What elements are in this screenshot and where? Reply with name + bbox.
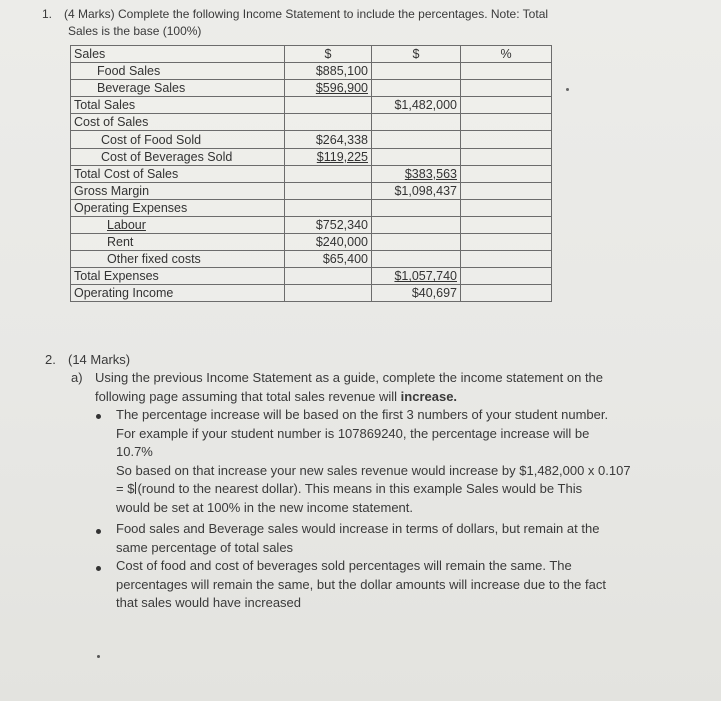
row-percent[interactable] [461, 234, 552, 251]
row-value-a: $885,100 [285, 63, 372, 80]
table-row [71, 97, 552, 114]
question-1-subheading: Sales is the base (100%) [68, 24, 202, 38]
row-value-b [372, 251, 461, 268]
table-row [71, 80, 552, 97]
row-value-a: $752,340 [285, 216, 372, 233]
row-value-b [372, 131, 461, 148]
bullet-1-line: For example if your student number is 107869240, the percentage increase will be [116, 425, 590, 441]
row-label: Food Sales [71, 63, 285, 80]
row-value-a [285, 199, 372, 216]
row-label: Other fixed costs [71, 251, 285, 268]
bullet-1-line: The percentage increase will be based on the first 3 numbers of your student number. [116, 407, 609, 422]
row-percent[interactable] [461, 131, 552, 148]
bullet-icon [96, 529, 101, 534]
row-value-a [285, 182, 372, 199]
table-row [71, 268, 552, 285]
header-col-dollars-a: $ [285, 46, 372, 63]
bullet-icon [96, 414, 101, 419]
bullet-2-text [116, 520, 656, 557]
row-value-a: $596,900 [285, 80, 372, 97]
row-value-a: $264,338 [285, 131, 372, 148]
bullet-1-line: So based on that increase your new sales revenue would increase by $1,482,000 x 0.107 [116, 462, 631, 478]
row-percent[interactable] [461, 199, 552, 216]
part-a-line-2-bold: increase. [400, 388, 458, 404]
row-percent[interactable] [461, 251, 552, 268]
bullet-3-text [116, 557, 656, 613]
row-label: Operating Expenses [71, 199, 285, 216]
bullet-3-line: that sales would have increased [116, 595, 302, 610]
row-percent[interactable] [461, 165, 552, 182]
table-row [71, 131, 552, 148]
row-label: Gross Margin [71, 182, 285, 199]
row-value-a: $65,400 [285, 251, 372, 268]
bullet-2-line: same percentage of total sales [116, 539, 294, 555]
row-percent[interactable] [461, 216, 552, 233]
table-row [71, 165, 552, 182]
row-label: Labour [71, 216, 285, 233]
row-label: Operating Income [71, 285, 285, 302]
bullet-1-line: would be set at 100% in the new income statement. [116, 499, 414, 515]
part-a-line-1: Using the previous Income Statement as a guide, complete the income statement on the [95, 370, 604, 385]
row-value-a: $119,225 [285, 148, 372, 165]
table-row [71, 216, 552, 233]
row-value-b [372, 114, 461, 131]
table-row [71, 234, 552, 251]
row-value-b: $40,697 [372, 285, 461, 302]
row-value-a [285, 97, 372, 114]
bullet-1-text [116, 406, 656, 517]
table-row [71, 148, 552, 165]
table-row [71, 251, 552, 268]
stray-dot [97, 655, 100, 658]
part-a-line-2-text: following page assuming that total sales revenue will [95, 388, 401, 404]
row-value-b: $383,563 [372, 165, 461, 182]
bullet-1-line-5-post: (round to the nearest dollar). This means in this example Sales would be This [137, 481, 583, 496]
part-a-text [95, 369, 655, 406]
row-percent[interactable] [461, 114, 552, 131]
header-col-dollars-b: $ [372, 46, 461, 63]
bullet-1-line-5-pre: = $ [116, 481, 135, 496]
question-2-number: 2. [45, 352, 56, 367]
row-value-a [285, 165, 372, 182]
header-label: Sales [71, 46, 285, 63]
bullet-3-line: Cost of food and cost of beverages sold percentages will remain the same. The [116, 558, 572, 573]
header-col-percent: % [461, 46, 552, 63]
question-1-text: (4 Marks) Complete the following Income Statement to include the percentages. Note: Total [64, 7, 549, 21]
row-label: Total Expenses [71, 268, 285, 285]
row-percent[interactable] [461, 285, 552, 302]
row-percent[interactable] [461, 80, 552, 97]
bullet-1-line [116, 480, 656, 499]
row-label: Total Sales [71, 97, 285, 114]
bullet-2-line: Food sales and Beverage sales would increase in terms of dollars, but remain at the [116, 521, 600, 536]
row-value-b [372, 148, 461, 165]
table-row [71, 199, 552, 216]
row-value-a [285, 268, 372, 285]
row-value-b: $1,057,740 [372, 268, 461, 285]
row-label: Beverage Sales [71, 80, 285, 97]
table-row [71, 182, 552, 199]
part-a-label: a) [71, 370, 83, 385]
income-statement-table [70, 45, 552, 302]
bullet-1-line: 10.7% [116, 444, 153, 459]
row-label: Cost of Food Sold [71, 131, 285, 148]
row-value-b: $1,098,437 [372, 182, 461, 199]
table-row [71, 63, 552, 80]
bullet-icon [96, 566, 101, 571]
row-label: Cost of Beverages Sold [71, 148, 285, 165]
question-2-marks: (14 Marks) [68, 352, 131, 367]
row-percent[interactable] [461, 148, 552, 165]
table-row [71, 285, 552, 302]
row-label: Rent [71, 234, 285, 251]
part-a-line-2 [95, 388, 655, 407]
row-percent[interactable] [461, 97, 552, 114]
row-value-b [372, 234, 461, 251]
table-header-row [71, 46, 552, 63]
row-value-a [285, 285, 372, 302]
row-value-b: $1,482,000 [372, 97, 461, 114]
table-row [71, 114, 552, 131]
stray-dot [566, 88, 569, 91]
row-percent[interactable] [461, 268, 552, 285]
question-1-number: 1. [42, 7, 53, 21]
row-value-a: $240,000 [285, 234, 372, 251]
row-label: Cost of Sales [71, 114, 285, 131]
row-percent[interactable] [461, 182, 552, 199]
row-value-b [372, 199, 461, 216]
row-percent[interactable] [461, 63, 552, 80]
bullet-3-line: percentages will remain the same, but the dollar amounts will increase due to the fact [116, 576, 606, 592]
row-value-b [372, 63, 461, 80]
row-value-a [285, 114, 372, 131]
row-value-b [372, 216, 461, 233]
row-label: Total Cost of Sales [71, 165, 285, 182]
question-1-heading [42, 6, 548, 22]
row-value-b [372, 80, 461, 97]
